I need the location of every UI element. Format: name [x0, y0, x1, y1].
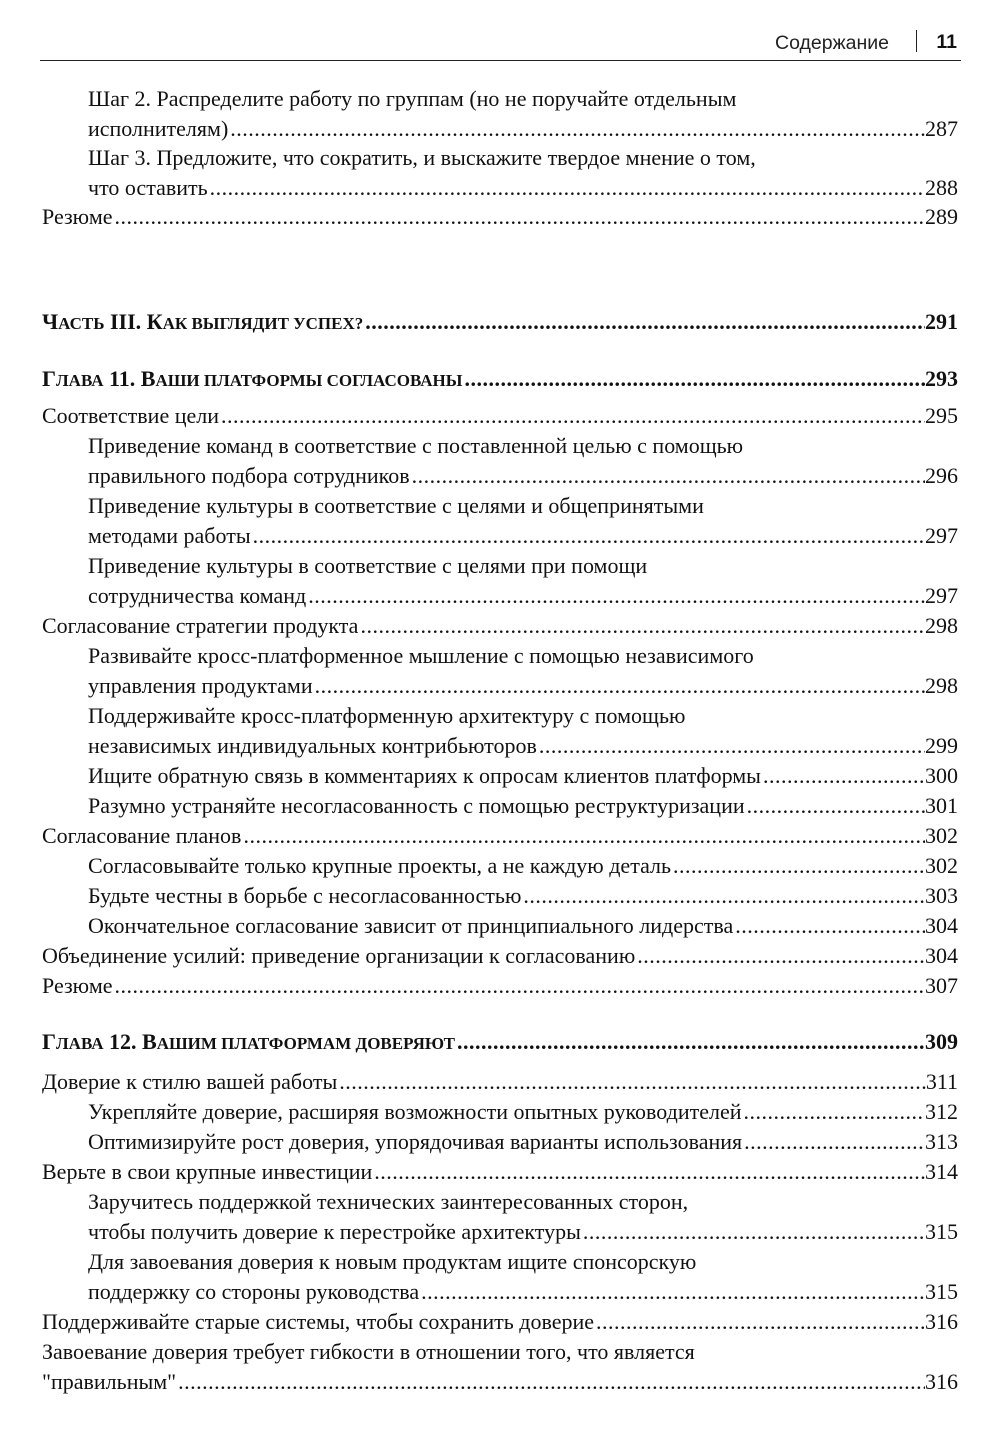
toc-entry-text: Приведение культуры в соответствие с целями и общепринятыми: [88, 493, 704, 518]
toc-entry-title: Доверие к стилю вашей работы: [42, 1069, 338, 1094]
leader-dots: [363, 307, 925, 337]
toc-entry: [42, 1307, 958, 1337]
toc-entry-title: Объединение усилий: приведение организации к согласованию: [42, 943, 636, 968]
toc-entry: [88, 1277, 958, 1307]
leader-dots: [113, 971, 925, 1001]
toc-entry-title: Верьте в свои крупные инвестиции: [42, 1159, 373, 1184]
leader-dots: [742, 1127, 925, 1157]
toc-part-title: ЧАСТЬ III. КАК ВЫГЛЯДИТ УСПЕХ?: [42, 309, 364, 334]
toc-entry-text: Шаг 2. Распределите работу по группам (но не поручайте отдельным: [88, 86, 737, 111]
toc-page-number: 302: [925, 853, 958, 878]
toc-entry-title: поддержку со стороны руководства: [88, 1279, 420, 1304]
toc-entry-text: Для завоевания доверия к новым продуктам ищите спонсорскую: [88, 1249, 697, 1274]
leader-dots: [521, 881, 925, 911]
toc-page-number: 315: [925, 1279, 958, 1304]
toc-page-number: 298: [925, 613, 958, 638]
toc-entry-title: Укрепляйте доверие, расширяя возможности опытных руководителей: [88, 1099, 742, 1124]
toc-entry-title: методами работы: [88, 523, 251, 548]
leader-dots: [745, 791, 925, 821]
toc-entry-title: независимых индивидуальных контрибьюторов: [88, 733, 537, 758]
leader-dots: [581, 1217, 925, 1247]
leader-dots: [219, 401, 925, 431]
toc-entry-title: Соответствие цели: [42, 403, 219, 428]
toc-page-number: 307: [925, 973, 958, 998]
toc-page-number: 296: [925, 463, 958, 488]
toc-entry: [88, 114, 958, 144]
toc-entry: [88, 1217, 958, 1247]
leader-dots: [113, 202, 925, 232]
leader-dots: [455, 1027, 925, 1057]
leader-dots: [537, 731, 925, 761]
toc-page-number: 293: [925, 366, 958, 391]
toc-entry: [88, 911, 958, 941]
toc-entry-title: сотрудничества команд: [88, 583, 307, 608]
running-header: [40, 26, 961, 61]
toc-entry: [88, 881, 958, 911]
leader-dots: [208, 173, 925, 203]
leader-dots: [742, 1097, 926, 1127]
leader-dots: [594, 1307, 925, 1337]
leader-dots: [228, 114, 925, 144]
toc-entry: [42, 611, 958, 641]
toc-entry: [88, 731, 958, 761]
toc-entry-title: Согласование стратегии продукта: [42, 613, 359, 638]
toc-entry-text: Заручитесь поддержкой технических заинтересованных сторон,: [88, 1189, 689, 1214]
toc-page-number: 304: [925, 943, 958, 968]
toc-entry-title: что оставить: [88, 175, 208, 200]
leader-dots: [358, 611, 925, 641]
toc-page-number: 313: [925, 1129, 958, 1154]
leader-dots: [671, 851, 925, 881]
header-section-title: Содержание: [775, 32, 889, 54]
toc-page-number: 303: [925, 883, 958, 908]
toc-chapter-title: ГЛАВА 12. ВАШИМ ПЛАТФОРМАМ ДОВЕРЯЮТ: [42, 1029, 455, 1054]
leader-dots: [462, 364, 925, 394]
toc-page-number: 289: [925, 204, 958, 229]
toc-entry: [88, 761, 958, 791]
leader-dots: [251, 521, 925, 551]
toc-entry: [88, 791, 958, 821]
toc-entry-text: Приведение команд в соответствие с поставленной целью с помощью: [88, 433, 744, 458]
toc-entry-title: Резюме: [42, 204, 113, 229]
leader-dots: [337, 1067, 926, 1097]
toc-entry: [88, 173, 958, 203]
toc-page-number: 288: [925, 175, 958, 200]
leader-dots: [306, 581, 925, 611]
toc-page-number: 300: [925, 763, 958, 788]
leader-dots: [176, 1367, 925, 1397]
toc-entry: [88, 461, 958, 491]
toc-entry: [88, 671, 958, 701]
toc-entry: [88, 851, 958, 881]
toc-entry: [42, 821, 958, 851]
leader-dots: [241, 821, 925, 851]
toc-page-number: 291: [925, 309, 958, 334]
toc-page-number: 302: [925, 823, 958, 848]
toc-entry-title: правильного подбора сотрудников: [88, 463, 410, 488]
toc-page-number: 297: [925, 523, 958, 548]
toc-entry: [42, 1367, 958, 1397]
leader-dots: [733, 911, 925, 941]
toc-page-number: 297: [925, 583, 958, 608]
toc-page-number: 312: [925, 1099, 958, 1124]
toc-entry-title: чтобы получить доверие к перестройке архитектуры: [88, 1219, 581, 1244]
toc-page-number: 315: [925, 1219, 958, 1244]
toc-page-number: 298: [925, 673, 958, 698]
toc-entry: [88, 581, 958, 611]
leader-dots: [313, 671, 925, 701]
header-divider: [916, 30, 918, 52]
toc-chapter-title: ГЛАВА 11. ВАШИ ПЛАТФОРМЫ СОГЛАСОВАНЫ: [42, 366, 463, 391]
toc-page-number: 301: [925, 793, 958, 818]
toc-entry-title: "правильным": [42, 1369, 177, 1394]
toc-entry: [88, 1097, 958, 1127]
header-page-number: 11: [936, 31, 957, 53]
toc-page-number: 314: [925, 1159, 958, 1184]
toc-entry-text: Поддерживайте кросс-платформенную архитектуру с помощью: [88, 703, 686, 728]
toc-chapter-heading: [42, 1027, 958, 1057]
toc-page-number: 299: [925, 733, 958, 758]
toc-entry: [42, 941, 958, 971]
leader-dots: [372, 1157, 925, 1187]
toc-page-number: 316: [925, 1309, 958, 1334]
toc-page-number: 287: [925, 116, 958, 141]
toc-entry: [42, 202, 958, 232]
leader-dots: [410, 461, 925, 491]
toc-entry-title: Оптимизируйте рост доверия, упорядочивая варианты использования: [88, 1129, 743, 1154]
toc-entry: [88, 1127, 958, 1157]
toc-entry-text: Развивайте кросс-платформенное мышление с помощью независимого: [88, 643, 754, 668]
toc-page-number: 295: [925, 403, 958, 428]
toc-entry-title: Резюме: [42, 973, 113, 998]
toc-page-number: 311: [925, 1069, 958, 1094]
toc-page-number: 304: [925, 913, 958, 938]
toc-entry-text: Шаг 3. Предложите, что сократить, и выскажите твердое мнение о том,: [88, 145, 756, 170]
toc-part-heading: [42, 307, 958, 337]
toc-entry: [42, 1067, 958, 1097]
toc-entry-title: Согласовывайте только крупные проекты, а не каждую деталь: [88, 853, 672, 878]
leader-dots: [419, 1277, 925, 1307]
toc-entry-title: Поддерживайте старые системы, чтобы сохранить доверие: [42, 1309, 595, 1334]
toc-page-number: 316: [925, 1369, 958, 1394]
toc-entry: [42, 1157, 958, 1187]
toc-entry-title: управления продуктами: [88, 673, 313, 698]
toc-entry-title: исполнителям): [88, 116, 229, 141]
leader-dots: [635, 941, 925, 971]
toc-entry-text: Завоевание доверия требует гибкости в отношении того, что является: [42, 1339, 695, 1364]
toc-entry-title: Согласование планов: [42, 823, 242, 848]
toc-entry-text: Приведение культуры в соответствие с целями при помощи: [88, 553, 648, 578]
toc-entry-title: Ищите обратную связь в комментариях к опросам клиентов платформы: [88, 763, 761, 788]
toc-entry-title: Окончательное согласование зависит от принципиального лидерства: [88, 913, 734, 938]
toc-page-number: 309: [925, 1029, 958, 1054]
toc-entry: [42, 401, 958, 431]
toc-entry: [88, 521, 958, 551]
toc-entry-title: Разумно устраняйте несогласованность с помощью реструктуризации: [88, 793, 745, 818]
toc-entry: [42, 971, 958, 1001]
toc-chapter-heading: [42, 364, 958, 394]
leader-dots: [761, 761, 925, 791]
toc-entry-title: Будьте честны в борьбе с несогласованностью: [88, 883, 522, 908]
